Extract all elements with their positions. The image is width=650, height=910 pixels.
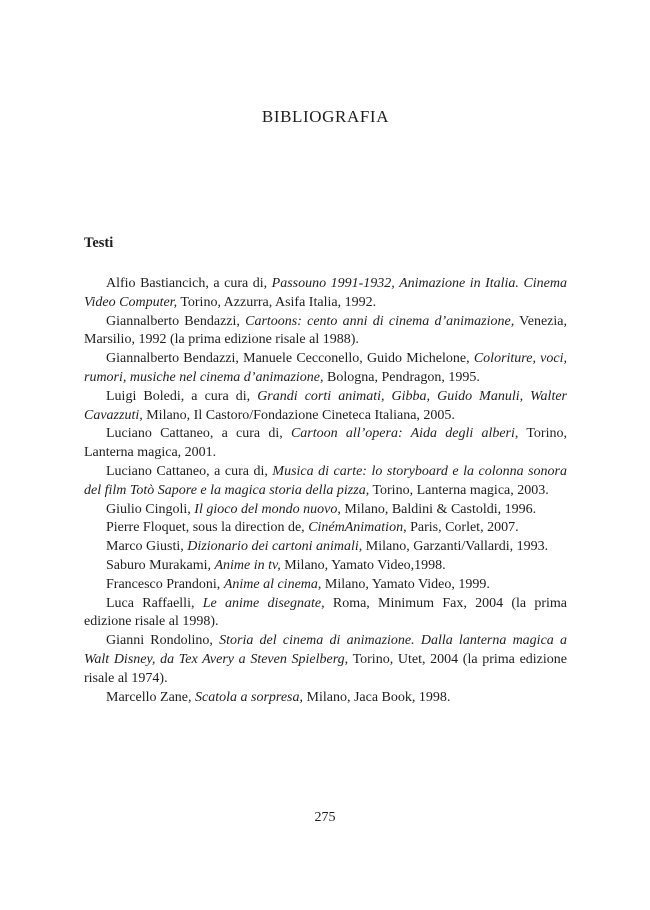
entry-text: , Milano, Baldini & Castoldi, 1996.	[337, 501, 537, 517]
entry-text: Marco Giusti,	[106, 539, 188, 555]
bibliography-entry	[84, 425, 567, 463]
entry-text: Giannalberto Bendazzi,	[106, 313, 246, 329]
entry-text: Marcello Zane,	[106, 689, 196, 705]
bibliography-entry	[84, 576, 567, 595]
entry-title-italic: Musica di carte: lo storyboard e la colonna sonora del film Totò Sapore e la magica storia della pizza	[84, 463, 567, 498]
entry-title-italic: Anime in tv,	[214, 557, 281, 573]
entry-text: Milano, Yamato Video,1998.	[280, 557, 446, 573]
entry-text: , Paris, Corlet, 2007.	[403, 520, 519, 536]
entry-text: Pierre Floquet, sous la direction de,	[106, 520, 309, 536]
entry-text: Luciano Cattaneo, a cura di,	[106, 463, 273, 479]
entry-title-italic: Grandi corti animati, Gibba, Guido Manuli, Walter Cavazzuti	[84, 388, 567, 423]
entry-text: Luca Raffaelli,	[106, 595, 203, 611]
section-heading: Testi	[84, 235, 114, 251]
bibliography-entry	[84, 313, 567, 351]
entry-title-italic: Coloriture, voci, rumori, musiche nel cinema d’animazione,	[84, 351, 567, 385]
entry-text: Torino, Azzurra, Asifa Italia, 1992.	[177, 294, 377, 310]
entry-text: , Torino, Utet, 2004 (la prima edizione risale al 1974).	[84, 651, 567, 686]
entry-title-italic: Anime al cinema	[223, 576, 318, 592]
entry-text: , Milano, Il Castoro/Fondazione Cineteca Italiana, 2005.	[139, 407, 455, 423]
entry-title-italic: Il gioco del mondo nuovo	[194, 501, 338, 517]
entry-title-italic: CinémAnimation	[308, 520, 404, 536]
entry-text: Gianni Rondolino,	[106, 633, 220, 649]
entry-text: Saburo Murakami,	[106, 557, 215, 573]
bibliography-entry	[84, 388, 567, 426]
entry-text: Alfio Bastiancich, a cura di,	[106, 276, 272, 291]
bibliography-entry	[84, 557, 567, 576]
entry-text: , Milano, Yamato Video, 1999.	[317, 576, 490, 592]
entry-text: , Milano, Jaca Book, 1998.	[299, 689, 451, 705]
bibliography-entry	[84, 538, 567, 557]
entry-title-italic: Le anime disegnate,	[202, 595, 325, 611]
entry-text: Luigi Boledi, a cura di,	[106, 388, 258, 404]
entry-title-italic: Passouno 1991-1932, Animazione in Italia. Cinema Video Computer,	[84, 276, 568, 310]
bibliography-entry	[84, 689, 567, 708]
page-title: BIBLIOGRAFIA	[261, 107, 390, 126]
entry-text: , Torino, Lanterna magica, 2001.	[84, 426, 567, 461]
bibliography-entry	[84, 519, 567, 538]
bibliography-list	[84, 275, 567, 707]
entry-text: Giulio Cingoli,	[106, 501, 195, 517]
bibliography-entry	[84, 350, 567, 388]
entry-text: Luciano Cattaneo, a cura di,	[106, 426, 291, 442]
entry-title-italic: Cartoon all’opera: Aida degli alberi	[290, 426, 515, 442]
entry-text: Venezia, Marsilio, 1992 (la prima edizione risale al 1988).	[84, 313, 567, 348]
entry-title-italic: Dizionario dei cartoni animali	[187, 539, 359, 555]
bibliography-entry	[84, 463, 567, 501]
entry-text: Bologna, Pendragon, 1995.	[323, 369, 480, 385]
bibliography-entry	[84, 501, 567, 520]
bibliography-entry	[84, 275, 567, 313]
entry-title-italic: Cartoons: cento anni di cinema d’animazione,	[245, 313, 515, 329]
entry-title-italic: Storia del cinema di animazione. Dalla lanterna magica a Walt Disney, da Tex Avery a Steven Spielberg	[84, 633, 567, 667]
bibliography-entry	[84, 595, 567, 633]
entry-text: Giannalberto Bendazzi, Manuele Cecconello, Guido Michelone,	[106, 351, 474, 367]
page-number: 275	[314, 810, 336, 825]
entry-title-italic: Scatola a sorpresa	[195, 689, 300, 705]
entry-text: Roma, Minimum Fax, 2004 (la prima edizione risale al 1998).	[84, 595, 568, 630]
entry-text: , Torino, Lanterna magica, 2003.	[365, 482, 549, 498]
bibliography-entry	[84, 632, 567, 688]
entry-text: , Milano, Garzanti/Vallardi, 1993.	[358, 539, 549, 555]
entry-text: Francesco Prandoni,	[106, 576, 224, 592]
